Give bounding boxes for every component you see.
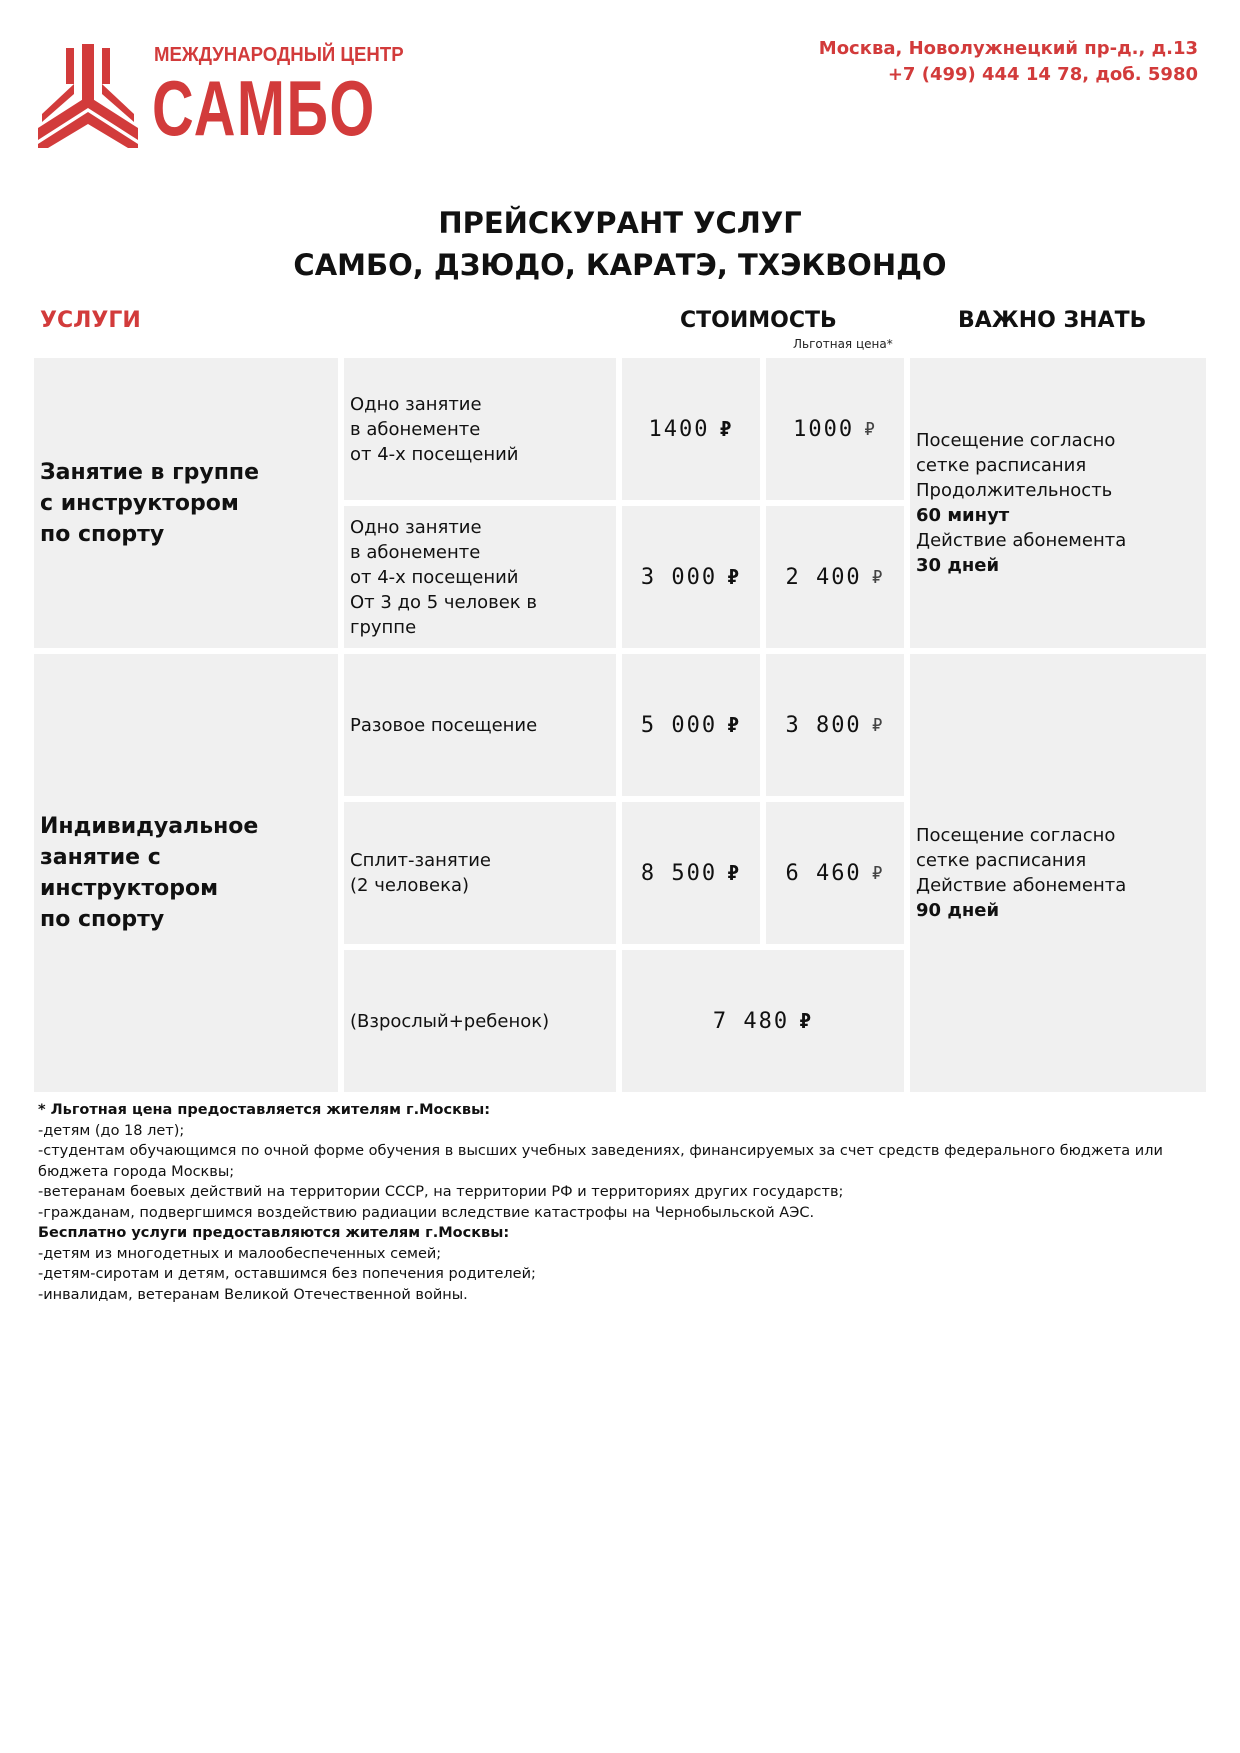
note-item: -инвалидам, ветеранам Великой Отечественной войны.: [38, 1286, 468, 1303]
logo-subtitle: МЕЖДУНАРОДНЫЙ ЦЕНТР: [154, 44, 404, 66]
info-line: Посещение согласно: [916, 430, 1116, 451]
info-line: Продолжительность: [916, 480, 1113, 501]
validity-value: 30 дней: [916, 555, 1000, 576]
category-individual-class: Индивидуальное занятие с инструктором по спорту: [34, 654, 338, 1092]
cost-heading: СТОИМОСТЬ: [680, 308, 837, 333]
price-cell: [622, 950, 904, 1092]
ruble-icon: ₽: [719, 417, 734, 441]
title-line-1: ПРЕЙСКУРАНТ УСЛУГ: [438, 206, 802, 240]
sambo-logo: [38, 44, 404, 152]
discount-value: 3 800: [785, 712, 862, 738]
important-heading: ВАЖНО ЗНАТЬ: [958, 308, 1147, 333]
info-line: сетке расписания: [916, 850, 1087, 871]
price-cell: [622, 802, 760, 944]
ruble-icon: ₽: [727, 565, 742, 589]
discount-price-cell: [766, 654, 904, 796]
note-item: -ветеранам боевых действий на территории СССР, на территории РФ и территориях других государств;: [38, 1184, 844, 1200]
info-line: сетке расписания: [916, 455, 1087, 476]
discount-price-heading: Льготная цена*: [793, 337, 893, 351]
discount-value: 1000: [793, 416, 855, 442]
ruble-icon: ₽: [727, 861, 742, 885]
price-cell: [622, 654, 760, 796]
note-item: -гражданам, подвергшимся воздействию радиации вследствие катастрофы на Чернобыльской АЭС.: [38, 1204, 815, 1221]
ruble-icon: ₽: [871, 714, 885, 736]
phone: +7 (499) 444 14 78, доб. 5980: [887, 64, 1198, 85]
address: Москва, Новолужнецкий пр-д., д.13: [818, 38, 1198, 59]
note-item: -студентам обучающимся по очной форме обучения в высших учебных заведениях, финансируемых за счет средств федерального бюджета или бюджета города Москвы;: [38, 1143, 1163, 1180]
service-description: Сплит-занятие (2 человека): [344, 802, 616, 944]
ruble-icon: ₽: [871, 566, 885, 588]
ruble-icon: ₽: [864, 418, 877, 440]
logo-title: САМБО: [152, 64, 376, 152]
discount-note-heading: * Льготная цена предоставляется жителям г.Москвы:: [38, 1102, 491, 1118]
free-note-heading: Бесплатно услуги предоставляются жителям г.Москвы:: [38, 1225, 510, 1241]
price-cell: [622, 506, 760, 648]
ruble-icon: ₽: [799, 1009, 814, 1033]
ruble-icon: ₽: [871, 862, 885, 884]
page-title: [0, 202, 1240, 286]
info-line: Посещение согласно: [916, 825, 1116, 846]
footnotes: [38, 1100, 1208, 1305]
price-value: 3 000: [640, 564, 718, 590]
service-description: Одно занятие в абонементе от 4-х посещений От 3 до 5 человек в группе: [344, 506, 616, 648]
info-line: Действие абонемента: [916, 875, 1127, 896]
duration-value: 60 минут: [916, 505, 1010, 526]
discount-price-cell: [766, 358, 904, 500]
note-item: -детям (до 18 лет);: [38, 1122, 185, 1139]
note-item: -детям из многодетных и малообеспеченных семей;: [38, 1245, 442, 1262]
category-group-class: Занятие в группе с инструктором по спорту: [34, 358, 338, 648]
service-description: Разовое посещение: [344, 654, 616, 796]
discount-price-cell: [766, 802, 904, 944]
services-heading: УСЛУГИ: [40, 308, 141, 333]
price-value: 1400: [648, 416, 710, 442]
service-description: Одно занятие в абонементе от 4-х посещений: [344, 358, 616, 500]
price-cell: [622, 358, 760, 500]
price-value: 5 000: [640, 712, 718, 738]
title-line-2: САМБО, ДЗЮДО, КАРАТЭ, ТХЭКВОНДО: [293, 248, 947, 282]
price-value: 7 480: [712, 1008, 790, 1034]
note-item: -детям-сиротам и детям, оставшимся без попечения родителей;: [38, 1266, 536, 1282]
sambo-emblem-icon: [38, 44, 138, 148]
validity-value: 90 дней: [916, 900, 1000, 921]
info-line: Действие абонемента: [916, 530, 1127, 551]
important-info: [910, 654, 1206, 1092]
discount-value: 2 400: [785, 564, 862, 590]
discount-price-cell: [766, 506, 904, 648]
price-value: 8 500: [640, 860, 718, 886]
discount-value: 6 460: [785, 860, 862, 886]
contacts: [819, 36, 1198, 88]
service-description: (Взрослый+ребенок): [344, 950, 616, 1092]
ruble-icon: ₽: [727, 713, 742, 737]
important-info: [910, 358, 1206, 648]
